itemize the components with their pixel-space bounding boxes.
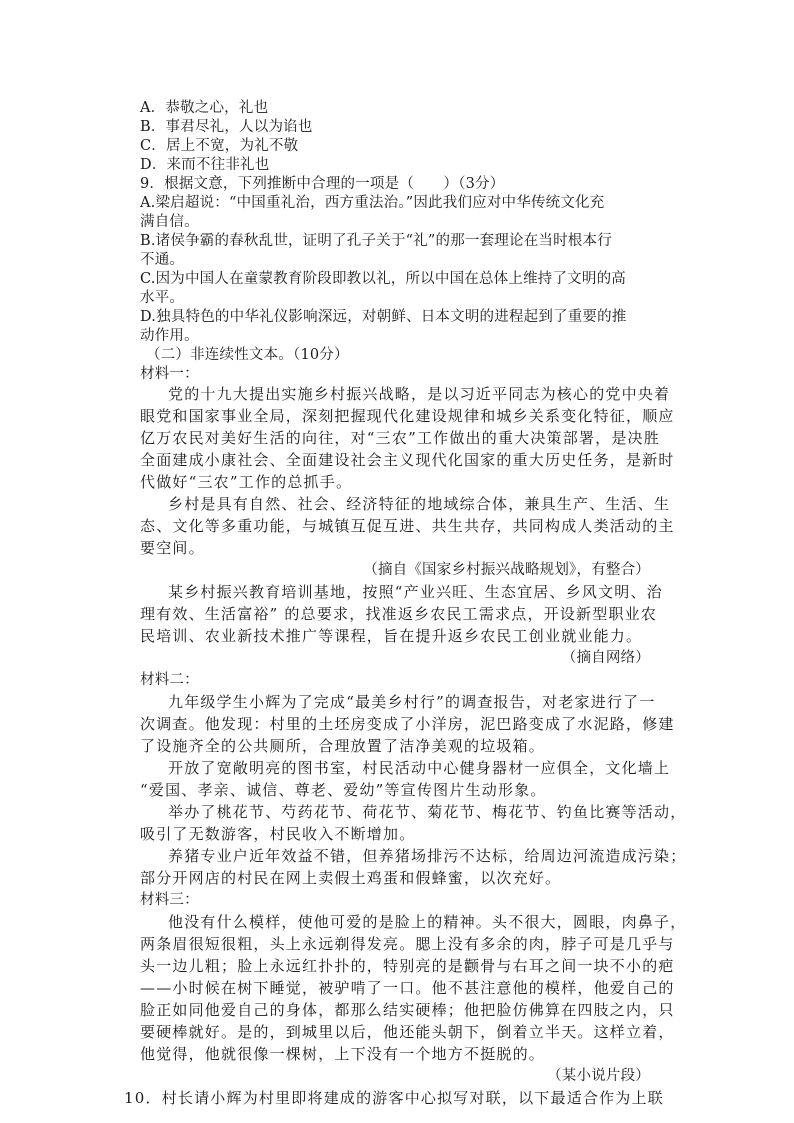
m1-p1-line: 全面建成小康社会、全面建设社会主义现代化国家的重大历史任务，是新时 xyxy=(140,451,675,469)
m2-p1-line: 次调查。他发现：村里的土坯房变成了小洋房，泥巴路变成了水泥路，修建 xyxy=(140,715,675,733)
q9-option-a: A.梁启超说：“中国重礼治，西方重法治。”因此我们应对中华传统文化充 xyxy=(140,195,605,211)
q10-stem: 10．村长请小辉为村里即将建成的游客中心拟写对联，以下最适合作为上联 xyxy=(124,1089,664,1107)
m2-p4-line: 部分开网店的村民在网上卖假土鸡蛋和假蜂蜜，以次充好。 xyxy=(140,869,562,887)
m3-p1-line: 要硬棒就好。是的，到城里以后，他还能头朝下，倒着立半天。这样立着， xyxy=(140,1023,675,1041)
m3-p1-line: 他没有什么模样，使他可爱的是脸上的精神。头不很大，圆眼，肉鼻子， xyxy=(168,913,687,931)
m1-p1-line: 亿万农民对美好生活的向往，对“三农”工作做出的重大决策部署，是决胜 xyxy=(140,429,660,447)
m3-p1-line: 他觉得，他就很像一棵树，上下没有一个地方不挺脱的。 xyxy=(140,1045,546,1063)
section-heading: （二）非连续性文本。（10分） xyxy=(146,347,349,363)
m1-p3-line: 某乡村振兴教育培训基地，按照“产业兴旺、生态宜居、乡风文明、治 xyxy=(168,583,663,601)
m1-p1-line: 代做好“三农”工作的总抓手。 xyxy=(140,473,353,491)
m3-p1-line: ——小时候在树下睡觉，被驴啃了一口。他不甚注意他的模样，他爱自己的 xyxy=(140,979,675,997)
material-two-label: 材料二： xyxy=(140,672,199,688)
q9-option-d: D.独具特色的中华礼仪影响深远，对朝鲜、日本文明的进程起到了重要的推 xyxy=(140,309,627,325)
q9-option-c: C.因为中国人在童蒙教育阶段即教以礼，所以中国在总体上维持了文明的高 xyxy=(140,271,626,287)
m1-source-2: （摘自网络） xyxy=(561,650,650,666)
m1-p3-line: 理有效、生活富裕” 的总要求，找准返乡农民工需求点，开设新型职业农 xyxy=(140,605,658,623)
m1-source-1: （摘自《国家乡村振兴战略规划》，有整合） xyxy=(363,562,650,578)
m1-p1-line: 眼党和国家事业全局，深刻把握现代化建设规律和城乡关系变化特征，顺应 xyxy=(140,407,675,425)
m1-p1-line: 党的十九大提出实施乡村振兴战略，是以习近平同志为核心的党中央着 xyxy=(168,385,671,403)
material-one-label: 材料一： xyxy=(140,366,199,382)
q9-option-b-cont: 不通。 xyxy=(140,252,185,268)
m1-p2-line: 态、文化等多重功能，与城镇互促互进、共生共存，共同构成人类活动的主 xyxy=(140,517,675,535)
option-a: A．恭敬之心，礼也 xyxy=(140,100,269,116)
m1-p2-line: 乡村是具有自然、社会、经济特征的地域综合体，兼具生产、生活、生 xyxy=(168,495,671,513)
m2-p3-line: 吸引了无数游客，村民收入不断增加。 xyxy=(140,825,416,843)
m3-p1-line: 头一边儿粗；脸上永远红扑扑的，特别亮的是颧骨与右耳之间一块不小的疤 xyxy=(140,957,675,975)
q9-option-c-cont: 水平。 xyxy=(140,290,185,306)
m3-source: （某小说片段） xyxy=(547,1068,650,1084)
m1-p3-line: 民培训、农业新技术推广等课程，旨在提升返乡农民工创业就业能力。 xyxy=(140,627,643,645)
q9-option-d-cont: 动作用。 xyxy=(140,328,199,344)
q9-option-b: B.诸侯争霸的春秋乱世，证明了孔子关于“礼”的那一套理论在当时根本行 xyxy=(140,233,612,249)
m3-p1-line: 两条眉很短很粗，头上永远剃得发亮。腮上没有多余的肉，脖子可是几乎与 xyxy=(140,935,675,953)
q9-stem: 9．根据文意，下列推断中合理的一项是（ ）（3分） xyxy=(140,176,505,192)
m2-p4-line: 养猪专业户近年效益不错，但养猪场排污不达标，给周边河流造成污染； xyxy=(168,847,687,865)
m2-p2-line: 开放了宽敞明亮的图书室，村民活动中心健身器材一应俱全，文化墙上 xyxy=(168,759,671,777)
option-d: D．来而不往非礼也 xyxy=(140,157,270,173)
m1-p2-line: 要空间。 xyxy=(140,539,205,557)
m2-p1-line: 九年级学生小辉为了完成“最美乡村行”的调查报告，对老家进行了一 xyxy=(168,693,656,711)
q9-option-a-cont: 满自信。 xyxy=(140,214,199,230)
option-b: B．事君尽礼，人以为谄也 xyxy=(140,119,313,135)
m2-p2-line: “爱国、孝亲、诚信、尊老、爱幼”等宣传图片生动形象。 xyxy=(140,781,547,799)
m2-p3-line: 举办了桃花节、芍药花节、荷花节、菊花节、梅花节、钓鱼比赛等活动， xyxy=(168,803,687,821)
material-three-label: 材料三： xyxy=(140,892,199,908)
m3-p1-line: 脸正如同他爱自己的身体，都那么结实硬棒；他把脸仿佛算在四肢之内，只 xyxy=(140,1001,675,1019)
option-c: C．居上不宽，为礼不敬 xyxy=(140,138,299,154)
m2-p1-line: 了设施齐全的公共厕所，合理放置了洁净美观的垃圾箱。 xyxy=(140,737,546,755)
